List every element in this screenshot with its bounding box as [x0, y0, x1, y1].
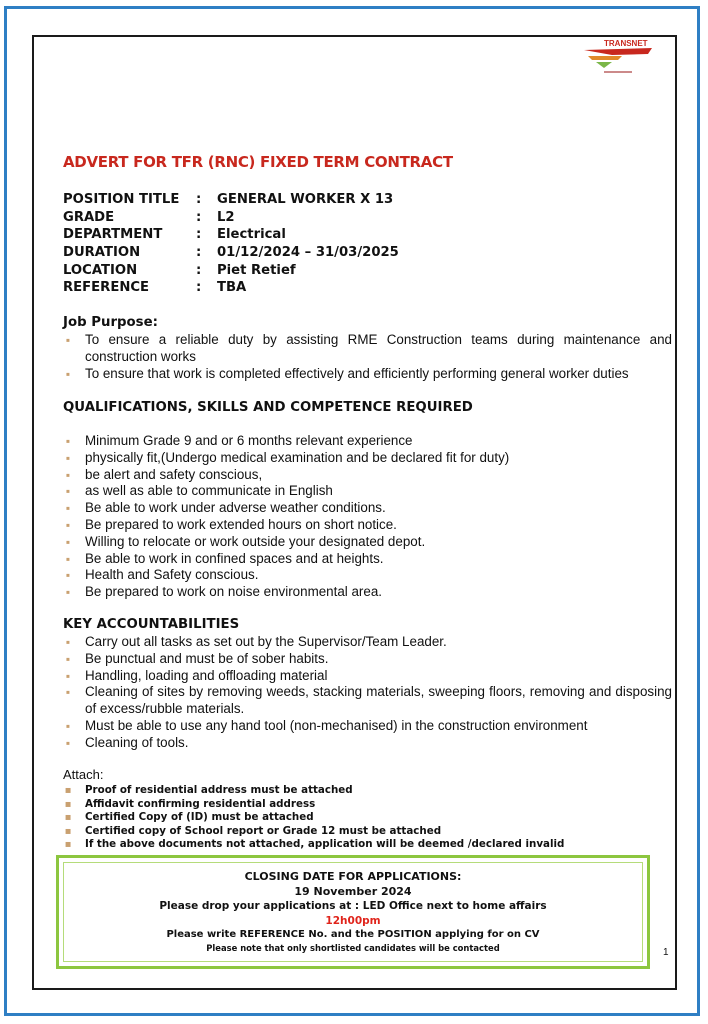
list-item — [62, 668, 672, 685]
detail-value: GENERAL WORKER X 13 — [217, 192, 394, 208]
list-item-text: To ensure a reliable duty by assisting RME Construction teams during maintenance and construction works — [85, 332, 672, 364]
list-item — [62, 332, 672, 366]
detail-row — [63, 244, 399, 262]
bullet-icon: ▪ — [65, 585, 71, 600]
list-item — [62, 684, 672, 718]
list-item — [62, 567, 672, 584]
detail-value: L2 — [217, 209, 235, 225]
list-item-text: Be prepared to work extended hours on short notice. — [85, 516, 397, 532]
bullet-icon: ▪ — [65, 333, 71, 347]
detail-row — [63, 209, 399, 227]
advert-title: ADVERT FOR TFR (RNC) FIXED TERM CONTRACT — [63, 153, 453, 171]
detail-row — [63, 191, 399, 209]
list-item-text: Willing to relocate or work outside your designated depot. — [85, 533, 426, 549]
detail-colon: : — [196, 209, 202, 225]
list-item — [62, 651, 672, 668]
logo-wordmark: TRANSNET — [604, 39, 648, 48]
detail-label: POSITION TITLE — [63, 192, 180, 208]
list-item-text: If the above documents not attached, application will be deemed /declared invalid — [85, 838, 565, 850]
detail-label: REFERENCE — [63, 280, 150, 296]
list-item-text: Cleaning of sites by removing weeds, stacking materials, sweeping floors, removing and disposing of excess/rubble materials. — [85, 684, 672, 717]
job-purpose-list — [62, 332, 672, 382]
list-item-text: Must be able to use any hand tool (non-mechanised) in the construction environment — [85, 717, 588, 733]
list-item — [62, 366, 672, 383]
list-item-text: Be able to work under adverse weather conditions. — [85, 500, 386, 516]
bullet-icon: ▪ — [65, 668, 71, 683]
attach-heading: Attach: — [63, 767, 104, 782]
list-item — [62, 584, 672, 601]
bullet-icon: ▪ — [65, 366, 71, 381]
detail-colon: : — [196, 192, 202, 208]
list-item — [62, 467, 672, 484]
transnet-logo — [582, 38, 672, 78]
list-item — [62, 811, 622, 825]
bullet-icon: ▪ — [65, 434, 71, 448]
list-item-text: Be punctual and must be of sober habits. — [85, 650, 329, 666]
position-details — [63, 191, 399, 297]
list-item — [62, 551, 672, 568]
qualifications-heading: QUALIFICATIONS, SKILLS AND COMPETENCE REQUIRED — [63, 400, 473, 415]
accountabilities-list — [62, 634, 672, 752]
detail-label: GRADE — [63, 209, 115, 225]
detail-colon: : — [196, 280, 202, 296]
bullet-icon: ▪ — [65, 651, 71, 666]
detail-value: 01/12/2024 – 31/03/2025 — [217, 245, 399, 261]
list-item — [62, 784, 622, 798]
bullet-icon: ▪ — [65, 735, 71, 750]
bullet-icon: ▪ — [65, 551, 71, 566]
accountabilities-heading: KEY ACCOUNTABILITIES — [63, 617, 240, 632]
list-item-text: Affidavit confirming residential address — [85, 797, 316, 810]
list-item — [62, 634, 672, 651]
detail-colon: : — [196, 227, 202, 243]
bullet-icon: ▪ — [65, 450, 71, 465]
list-item — [62, 483, 672, 500]
list-item-text: Certified copy of School report or Grade 12 must be attached — [85, 824, 442, 837]
closing-date-heading: CLOSING DATE FOR APPLICATIONS: — [244, 870, 462, 883]
page-number: 1 — [663, 947, 669, 958]
detail-label: DURATION — [63, 245, 141, 261]
bullet-icon: ▪ — [65, 635, 71, 649]
bullet-icon: ▪ — [64, 798, 72, 810]
detail-value: Piet Retief — [217, 262, 296, 278]
list-item-text: be alert and safety conscious, — [85, 466, 263, 482]
bullet-icon: ▪ — [65, 484, 71, 499]
qualifications-list — [62, 433, 672, 601]
closing-date-box — [56, 855, 650, 969]
detail-value: Electrical — [217, 227, 286, 243]
closing-time: 12h00pm — [325, 915, 381, 927]
detail-colon: : — [196, 245, 202, 261]
job-purpose-heading: Job Purpose: — [63, 315, 158, 330]
list-item-text: Minimum Grade 9 and or 6 months relevant experience — [85, 433, 413, 448]
drop-location-text: Please drop your applications at : LED Office next to home affairs — [159, 900, 547, 912]
bullet-icon: ▪ — [65, 718, 71, 733]
list-item-text: Handling, loading and offloading material — [85, 667, 328, 683]
list-item — [62, 433, 672, 450]
list-item-text: Be able to work in confined spaces and at heights. — [85, 550, 384, 566]
bullet-icon: ▪ — [65, 501, 71, 516]
list-item-text: physically fit,(Undergo medical examination and be declared fit for duty) — [85, 449, 510, 465]
list-item-text: Certified Copy of (ID) must be attached — [85, 811, 314, 823]
list-item-text: as well as able to communicate in English — [85, 483, 333, 499]
bullet-icon: ▪ — [64, 825, 72, 837]
closing-date-value: 19 November 2024 — [294, 885, 412, 898]
list-item — [62, 718, 672, 735]
list-item-text: To ensure that work is completed effectively and efficiently performing general worker duties — [85, 365, 629, 381]
list-item — [62, 798, 622, 812]
list-item-text: Health and Safety conscious. — [85, 567, 259, 583]
bullet-icon: ▪ — [65, 517, 71, 532]
detail-row — [63, 226, 399, 244]
list-item — [62, 517, 672, 534]
list-item — [62, 838, 622, 852]
list-item-text: Proof of residential address must be attached — [85, 784, 353, 796]
detail-row — [63, 261, 399, 279]
reference-instruction: Please write REFERENCE No. and the POSITION applying for on CV — [166, 929, 540, 940]
list-item-text: Carry out all tasks as set out by the Supervisor/Team Leader. — [85, 634, 447, 649]
attach-list — [62, 784, 622, 852]
list-item — [62, 450, 672, 467]
list-item — [62, 735, 672, 752]
bullet-icon: ▪ — [65, 534, 71, 549]
list-item — [62, 825, 622, 839]
detail-colon: : — [196, 262, 202, 278]
bullet-icon: ▪ — [64, 839, 72, 850]
bullet-icon: ▪ — [65, 467, 71, 482]
shortlist-note: Please note that only shortlisted candidates will be contacted — [206, 943, 500, 953]
detail-row — [63, 279, 399, 297]
list-item-text: Be prepared to work on noise environmental area. — [85, 584, 383, 600]
detail-value: TBA — [217, 280, 247, 296]
list-item — [62, 534, 672, 551]
bullet-icon: ▪ — [65, 568, 71, 583]
list-item-text: Cleaning of tools. — [85, 734, 189, 750]
detail-label: DEPARTMENT — [63, 227, 163, 243]
list-item — [62, 500, 672, 517]
bullet-icon: ▪ — [64, 785, 72, 796]
detail-label: LOCATION — [63, 262, 138, 278]
bullet-icon: ▪ — [64, 812, 72, 823]
bullet-icon: ▪ — [65, 685, 71, 700]
